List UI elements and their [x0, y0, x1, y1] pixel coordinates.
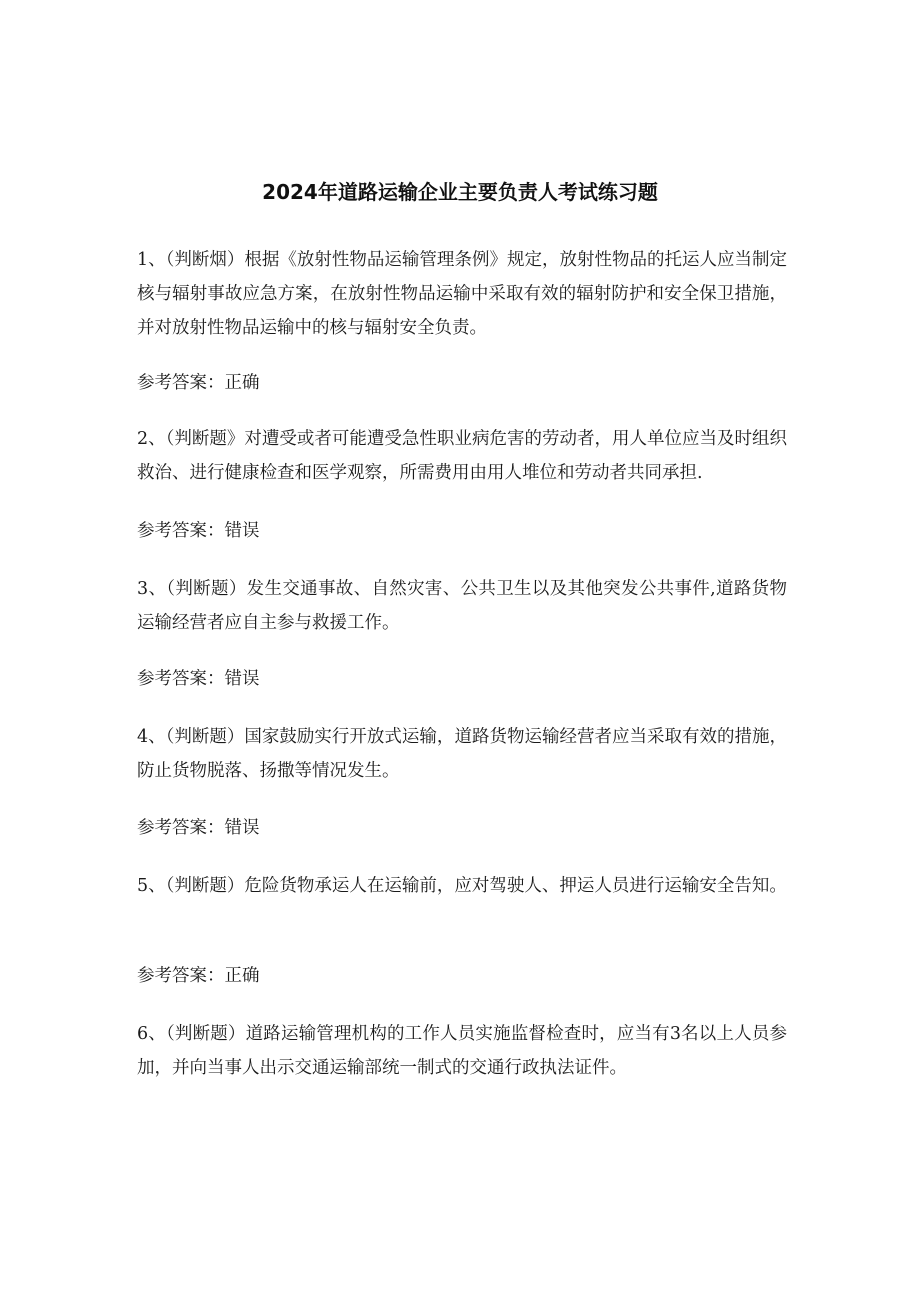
- question-3: 3、（判断题）发生交通事故、自然灾害、公共卫生以及其他突发公共事件,道路货物运输经营者应自主参与救援工作。: [137, 579, 787, 633]
- question-1: 1、（判断烟）根据《放射性物品运输管理条例》规定，放射性物品的托运人应当制定核与辐射事故应急方案，在放射性物品运输中采取有效的辐射防护和安全保卫措施，并对放射性物品运输中的核与辐射安全负责。: [137, 250, 787, 338]
- answer-1: 参考答案：正确: [137, 373, 260, 393]
- answer-2: 参考答案：错误: [137, 521, 260, 541]
- answer-4: 参考答案：错误: [137, 818, 260, 838]
- question-6: 6、（判断题）道路运输管理机构的工作人员实施监督检查时，应当有3名以上人员参加，并向当事人出示交通运输部统一制式的交通行政执法证件。: [137, 1024, 787, 1078]
- question-5: 5、（判断题）危险货物承运人在运输前，应对驾驶人、押运人员进行运输安全告知。: [137, 876, 787, 896]
- answer-3: 参考答案：错误: [137, 669, 260, 689]
- document-title: 2024年道路运输企业主要负责人考试练习题: [262, 180, 658, 204]
- question-2: 2、（判断题》对遭受或者可能遭受急性职业病危害的劳动者，用人单位应当及时组织救治、进行健康检查和医学观察，所需费用由用人堆位和劳动者共同承担.: [137, 429, 787, 483]
- question-4: 4、（判断题）国家鼓励实行开放式运输，道路货物运输经营者应当采取有效的措施，防止货物脱落、扬撒等情况发生。: [137, 727, 787, 781]
- answer-5: 参考答案：正确: [137, 966, 260, 986]
